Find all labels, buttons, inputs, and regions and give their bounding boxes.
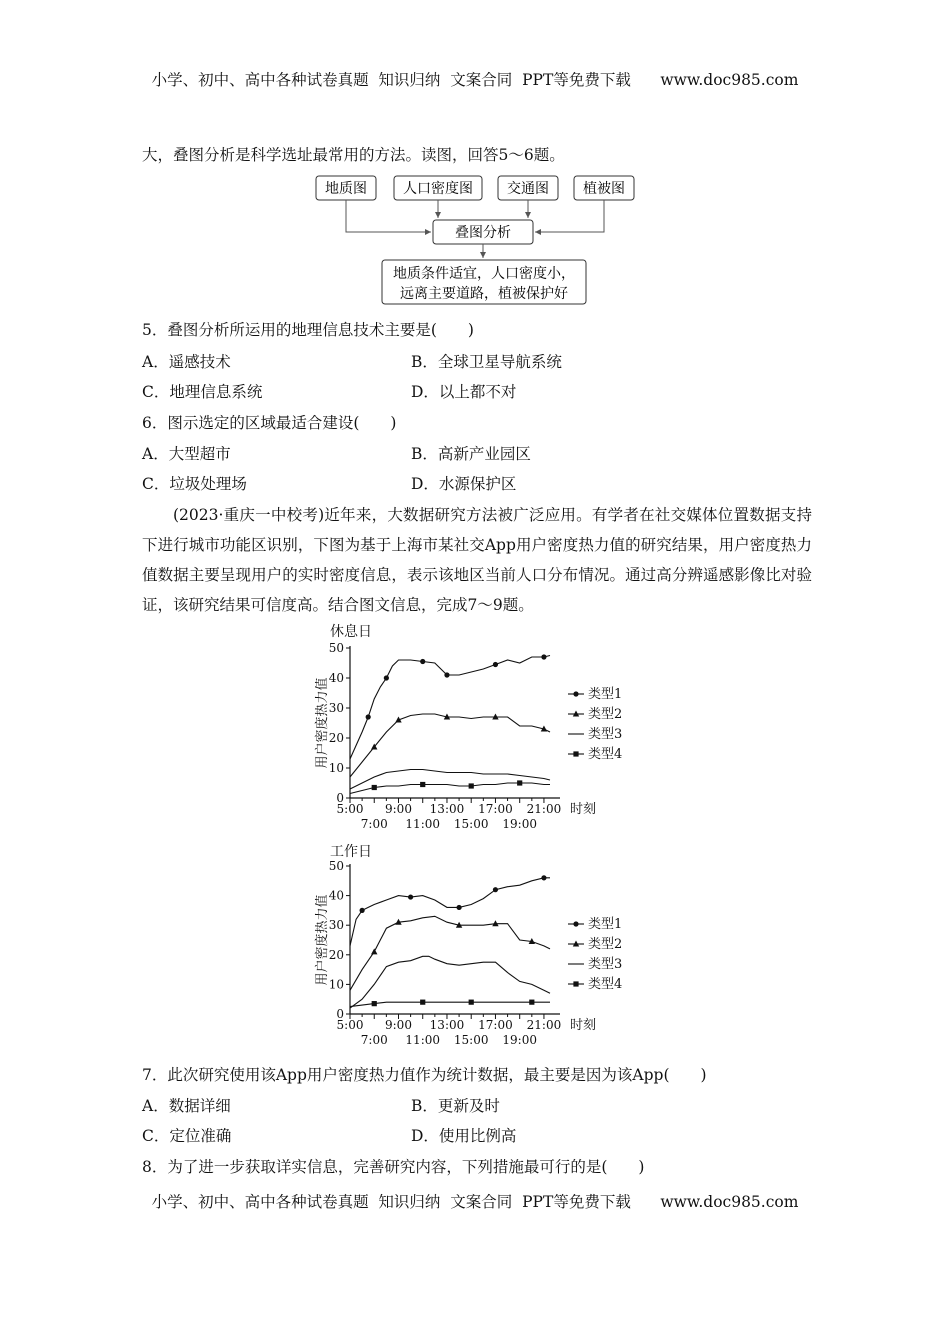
chart-holiday [300,618,630,833]
legend-label-1: 类型1 [588,687,623,702]
legend-marker-1 [573,691,578,696]
overlay-analysis-diagram [310,172,640,307]
chart-x-tick-label: 11:00 [405,817,441,831]
chart-point-series-4 [469,1000,474,1005]
legend-label-1: 类型1 [588,917,623,932]
chart-point-series-1 [408,894,413,899]
chart-x-tick-label: 15:00 [453,1033,489,1047]
question-6-option-a: A．大型超市 [142,445,231,463]
chart-x-tick-label: 21:00 [526,802,562,816]
chart-x-tick-label: 9:00 [385,1018,412,1032]
question-7-option-d: D．使用比例高 [411,1127,517,1145]
chart-x-tick-label: 15:00 [453,817,489,831]
chart-series-line-4 [350,1002,550,1006]
question-6-stem: 6．图示选定的区域最适合建设( ) [142,414,397,432]
diagram-box-population [394,176,482,200]
diagram-box-overlay [433,220,533,244]
chart-point-series-1 [444,672,449,677]
chart-x-tick-label: 5:00 [336,802,364,816]
chart-series-line-1 [350,656,550,760]
chart-point-series-4 [372,1001,377,1006]
chart-x-tick-label: 7:00 [360,817,388,831]
chart-point-series-1 [384,675,389,680]
chart-x-tick-label: 7:00 [360,1033,388,1047]
chart-series-line-2 [350,714,550,777]
chart-x-tick-label: 17:00 [478,802,513,816]
chart-xlabel: 时刻 [570,802,597,817]
legend-label-2: 类型2 [588,937,623,952]
chart-point-series-4 [517,780,522,785]
question-6-option-c: C．垃圾处理场 [142,475,247,493]
legend-label-4: 类型4 [588,747,623,762]
chart-point-series-1 [420,659,425,664]
question-5-option-c: C．地理信息系统 [142,383,263,401]
chart-point-series-4 [372,785,377,790]
diagram-box-vegetation [574,176,634,200]
chart-y-tick-label: 50 [328,859,344,873]
question-7-stem: 7．此次研究使用该App用户密度热力值作为统计数据，最主要是因为该App( ) [142,1066,707,1084]
chart-point-series-4 [420,1000,425,1005]
svg-text:地质图: 地质图 [325,181,367,197]
question-7-option-a: A．数据详细 [142,1097,231,1115]
chart-series-line-3 [350,770,550,790]
chart-y-tick-label: 0 [336,1007,344,1021]
legend-marker-4 [573,981,578,986]
question-5-option-b: B．全球卫星导航系统 [411,353,562,371]
chart-point-series-1 [493,887,498,892]
diagram-box-traffic [498,176,558,200]
chart-point-series-1 [493,662,498,667]
chart-series-line-2 [350,916,550,990]
chart-point-series-1 [541,654,546,659]
question-7-option-b: B．更新及时 [411,1097,500,1115]
svg-text:远离主要道路，植被保护好: 远离主要道路，植被保护好 [400,286,568,302]
question-5-option-d: D．以上都不对 [411,383,517,401]
chart-y-tick-label: 20 [328,731,344,745]
chart-workday [300,838,630,1058]
chart-x-tick-label: 9:00 [385,802,412,816]
chart-x-tick-label: 5:00 [336,1018,364,1032]
chart-x-tick-label: 21:00 [526,1018,562,1032]
chart-x-tick-label: 13:00 [429,1018,465,1032]
svg-text:交通图: 交通图 [507,181,549,197]
legend-label-3: 类型3 [588,727,623,742]
chart-ylabel: 用户密度热力值 [315,894,330,986]
chart-point-series-1 [360,908,365,913]
chart-y-tick-label: 30 [328,701,344,715]
question-7-option-c: C．定位准确 [142,1127,232,1145]
chart-y-tick-label: 40 [328,671,344,685]
intro-text: 大，叠图分析是科学选址最常用的方法。读图，回答5～6题。 [142,146,565,164]
chart-point-series-4 [469,783,474,788]
svg-text:植被图: 植被图 [583,181,625,197]
diagram-box-result [382,260,586,304]
chart-y-tick-label: 30 [328,918,344,933]
chart-x-tick-label: 13:00 [429,802,465,816]
svg-text:人口密度图: 人口密度图 [403,181,473,197]
question-5-option-a: A．遥感技术 [142,353,231,371]
chart-point-series-4 [529,1000,534,1005]
chart-point-series-4 [420,782,425,787]
question-5-stem: 5．叠图分析所运用的地理信息技术主要是( ) [142,321,474,339]
chart-x-tick-label: 19:00 [502,1033,537,1047]
chart-title: 休息日 [330,624,372,640]
diagram-box-geology [316,176,376,200]
question-6-option-b: B．高新产业园区 [411,445,531,463]
legend-label-4: 类型4 [588,977,623,992]
page-footer: 小学、初中、高中各种试卷真题 知识归纳 文案合同 PPT等免费下载 www.doc985.com [151,1193,799,1211]
chart-x-tick-label: 17:00 [478,1018,513,1032]
chart-y-tick-label: 0 [336,791,344,805]
chart-y-tick-label: 50 [328,641,344,655]
chart-point-series-1 [456,905,461,910]
legend-label-2: 类型2 [588,707,623,722]
question-8-stem: 8．为了进一步获取详实信息，完善研究内容，下列措施最可行的是( ) [142,1158,645,1176]
question-6-option-d: D．水源保护区 [411,475,517,493]
legend-label-3: 类型3 [588,957,623,972]
page-header: 小学、初中、高中各种试卷真题 知识归纳 文案合同 PPT等免费下载 www.doc985.com [151,71,799,89]
legend-marker-4 [573,751,578,756]
chart-point-series-1 [541,875,546,880]
chart-title: 工作日 [330,844,372,860]
chart-xlabel: 时刻 [570,1018,597,1033]
chart-y-tick-label: 20 [328,947,344,962]
passage-text: (2023·重庆一中校考)近年来，大数据研究方法被广泛应用。有学者在社交媒体位置数据支持下进行城市功能区识别，下图为基于上海市某社交App用户密度热力值的研究结果，用户密度热力值数据主要呈现用户的实时密度信息，表示该地区当前人口分布情况。通过高分辨遥感影像比对验证，该研究结果可信度高。结合图文信息，完成7～9题。 [142,506,812,614]
chart-x-tick-label: 19:00 [502,817,537,831]
chart-point-series-1 [366,714,371,719]
chart-point-series-2 [371,948,377,954]
chart-y-tick-label: 10 [328,977,344,992]
svg-text:地质条件适宜，人口密度小，: 地质条件适宜，人口密度小， [393,266,575,282]
legend-marker-1 [573,921,578,926]
svg-text:叠图分析: 叠图分析 [455,225,511,241]
chart-x-tick-label: 11:00 [405,1033,441,1047]
chart-y-tick-label: 40 [328,888,344,903]
chart-y-tick-label: 10 [328,761,344,775]
chart-series-line-3 [350,956,550,1008]
chart-ylabel: 用户密度热力值 [315,677,330,769]
chart-series-line-1 [350,878,550,946]
